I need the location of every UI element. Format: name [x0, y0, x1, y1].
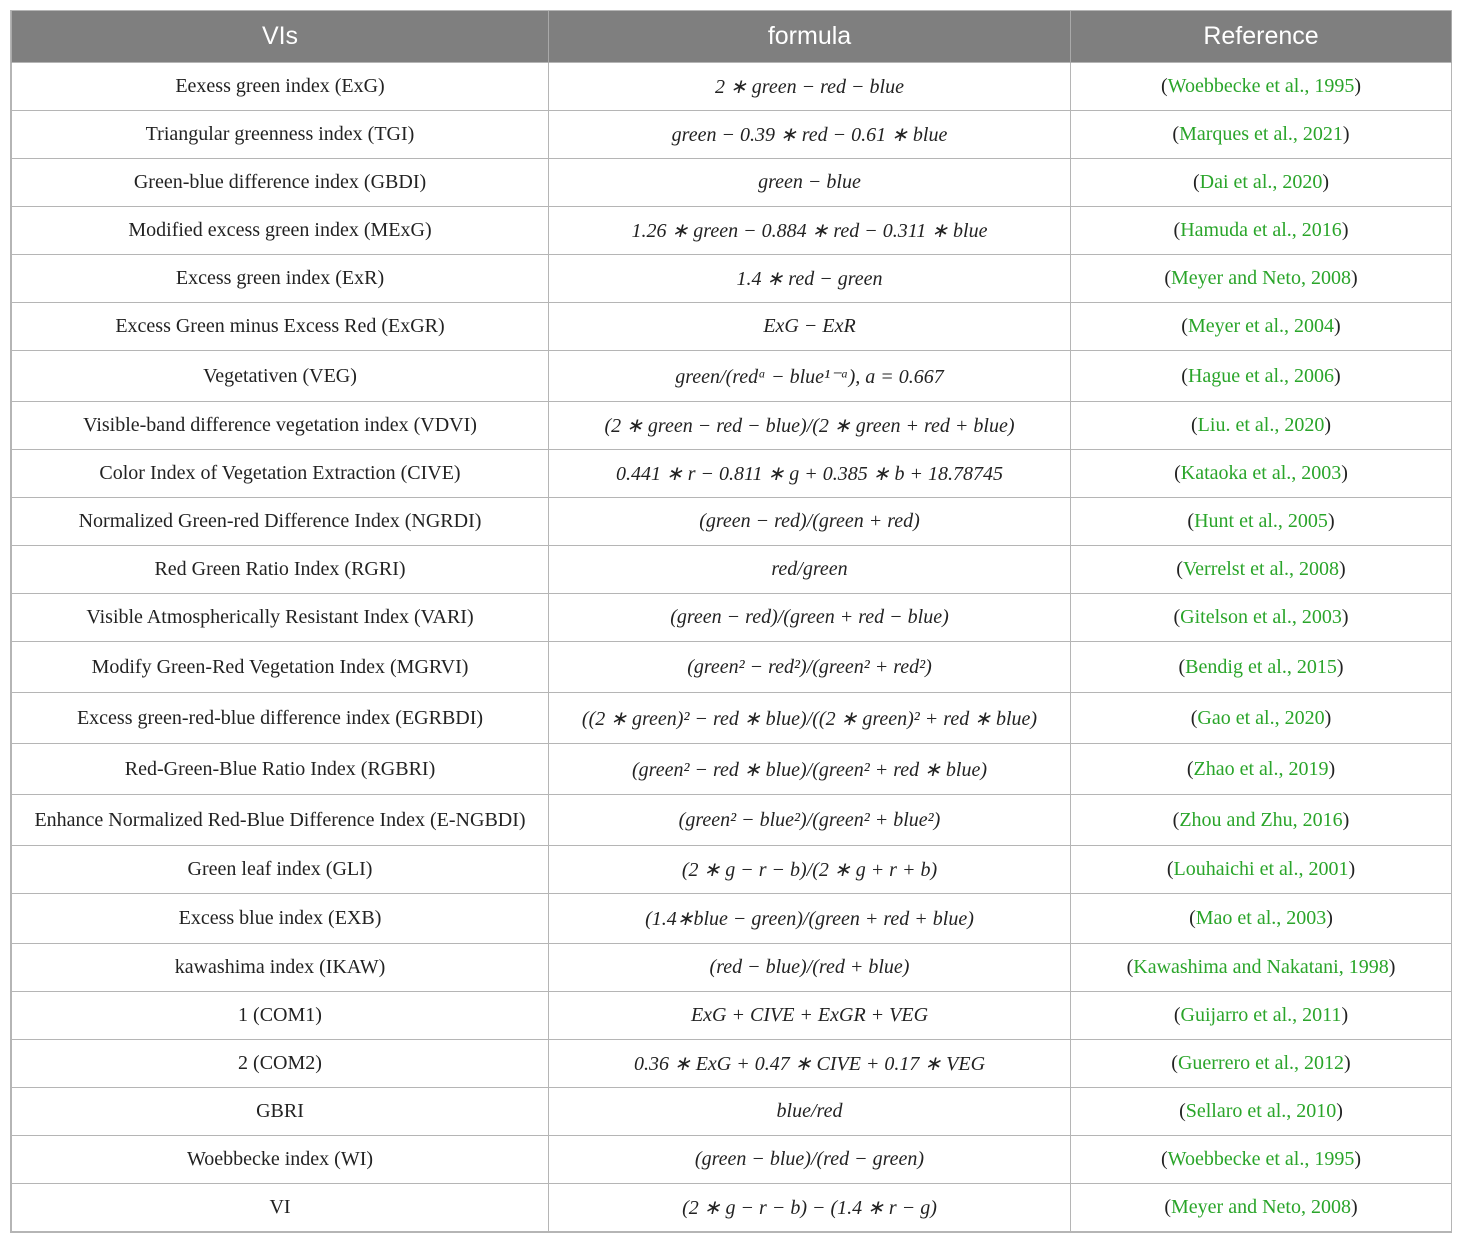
table-header-row	[12, 11, 1452, 63]
table-row	[12, 642, 1452, 693]
table-row	[12, 1040, 1452, 1088]
formula-cell: ((2 ∗ green)² − red ∗ blue)/((2 ∗ green)² + red ∗ blue)	[549, 693, 1071, 744]
header-formula: formula	[549, 11, 1071, 63]
vi-name-cell: VI	[12, 1184, 549, 1232]
table-row	[12, 992, 1452, 1040]
paren-open: (	[1181, 315, 1188, 337]
paren-open: (	[1173, 219, 1181, 241]
table-row	[12, 894, 1452, 944]
vegetation-index-table	[10, 10, 1452, 1233]
table-row	[12, 693, 1452, 744]
table-row	[12, 1088, 1452, 1136]
formula-cell: (2 ∗ g − r − b)/(2 ∗ g + r + b)	[549, 846, 1071, 894]
table-row	[12, 63, 1452, 111]
citation-link[interactable]: Hague et al., 2006	[1187, 364, 1335, 387]
reference-cell	[1071, 255, 1452, 303]
formula-cell: blue/red	[549, 1088, 1071, 1136]
paren-close: )	[1341, 462, 1348, 484]
citation-link[interactable]: Kataoka et al., 2003	[1180, 462, 1342, 484]
reference-cell	[1071, 944, 1452, 992]
reference-cell	[1071, 402, 1452, 450]
table-row	[12, 944, 1452, 992]
paren-close: )	[1350, 267, 1358, 289]
paren-open: (	[1178, 655, 1186, 678]
formula-cell: (2 ∗ g − r − b) − (1.4 ∗ r − g)	[549, 1184, 1071, 1232]
paren-close: )	[1339, 558, 1346, 580]
reference-cell	[1071, 546, 1452, 594]
paren-open: (	[1171, 1052, 1178, 1074]
citation-link[interactable]: Gitelson et al., 2003	[1180, 606, 1342, 628]
citation-link[interactable]: Guerrero et al., 2012	[1177, 1052, 1345, 1074]
paren-open: (	[1173, 1004, 1181, 1026]
reference-cell	[1071, 159, 1452, 207]
vi-name-cell: Eexess green index (ExG)	[12, 63, 549, 111]
formula-cell: 1.26 ∗ green − 0.884 ∗ red − 0.311 ∗ blue	[549, 207, 1071, 255]
paren-open: (	[1191, 414, 1198, 436]
vi-name-cell: Excess Green minus Excess Red (ExGR)	[12, 303, 549, 351]
reference-cell	[1071, 111, 1452, 159]
reference-cell	[1071, 498, 1452, 546]
citation-link[interactable]: Liu. et al., 2020	[1197, 414, 1325, 436]
reference-cell	[1071, 795, 1452, 846]
paren-open: (	[1166, 858, 1174, 880]
formula-cell: (2 ∗ green − red − blue)/(2 ∗ green + red + blue)	[549, 402, 1071, 450]
citation-link[interactable]: Woebbecke et al., 1995	[1167, 1148, 1355, 1170]
vi-name-cell: Excess green-red-blue difference index (EGRBDI)	[12, 693, 549, 744]
paren-open: (	[1172, 808, 1180, 831]
vi-name-cell: Green-blue difference index (GBDI)	[12, 159, 549, 207]
paren-open: (	[1190, 706, 1198, 729]
formula-cell: (green² − red ∗ blue)/(green² + red ∗ blue)	[549, 744, 1071, 795]
formula-cell: green/(redᵃ − blue¹⁻ᵃ), a = 0.667	[549, 351, 1071, 402]
citation-link[interactable]: Zhou and Zhu, 2016	[1179, 808, 1343, 831]
vi-name-cell: Visible Atmospherically Resistant Index (VARI)	[12, 594, 549, 642]
paren-close: )	[1354, 75, 1361, 97]
formula-cell: 2 ∗ green − red − blue	[549, 63, 1071, 111]
table-row	[12, 207, 1452, 255]
citation-link[interactable]: Dai et al., 2020	[1199, 171, 1323, 193]
paren-open: (	[1174, 462, 1181, 484]
vi-name-cell: Triangular greenness index (TGI)	[12, 111, 549, 159]
citation-link[interactable]: Louhaichi et al., 2001	[1173, 858, 1349, 880]
header-reference: Reference	[1071, 11, 1452, 63]
vi-name-cell: Modified excess green index (MExG)	[12, 207, 549, 255]
vi-name-cell: Enhance Normalized Red-Blue Difference Index (E-NGBDI)	[12, 795, 549, 846]
vi-name-cell: Excess blue index (EXB)	[12, 894, 549, 944]
paren-close: )	[1341, 219, 1349, 241]
paren-open: (	[1179, 1100, 1186, 1122]
table-row	[12, 111, 1452, 159]
reference-cell	[1071, 992, 1452, 1040]
paren-close: )	[1341, 606, 1349, 628]
vi-name-cell: Normalized Green-red Difference Index (NGRDI)	[12, 498, 549, 546]
paren-close: )	[1322, 171, 1330, 193]
formula-cell: ExG − ExR	[549, 303, 1071, 351]
vi-table	[11, 11, 1452, 1232]
paren-open: (	[1186, 757, 1194, 780]
table-row	[12, 498, 1452, 546]
header-vis: VIs	[12, 11, 549, 63]
formula-cell: 0.36 ∗ ExG + 0.47 ∗ CIVE + 0.17 ∗ VEG	[549, 1040, 1071, 1088]
paren-open: (	[1161, 1148, 1168, 1170]
vi-name-cell: 1 (COM1)	[12, 992, 549, 1040]
vi-name-cell: kawashima index (IKAW)	[12, 944, 549, 992]
reference-cell	[1071, 1040, 1452, 1088]
reference-cell	[1071, 642, 1452, 693]
paren-close: )	[1388, 956, 1396, 978]
paren-open: (	[1192, 171, 1200, 193]
table-row	[12, 546, 1452, 594]
table-row	[12, 846, 1452, 894]
paren-close: )	[1327, 510, 1335, 532]
formula-cell: red/green	[549, 546, 1071, 594]
formula-cell: 1.4 ∗ red − green	[549, 255, 1071, 303]
formula-cell: green − 0.39 ∗ red − 0.61 ∗ blue	[549, 111, 1071, 159]
reference-cell	[1071, 351, 1452, 402]
table-row	[12, 255, 1452, 303]
formula-cell: ExG + CIVE + ExGR + VEG	[549, 992, 1071, 1040]
paren-close: )	[1324, 706, 1332, 729]
reference-cell	[1071, 594, 1452, 642]
paren-open: (	[1173, 606, 1181, 628]
paren-open: (	[1172, 123, 1180, 145]
citation-link[interactable]: Meyer and Neto, 2008	[1171, 1196, 1351, 1218]
paren-close: )	[1341, 1004, 1349, 1026]
paren-close: )	[1334, 364, 1341, 387]
table-row	[12, 303, 1452, 351]
paren-open: (	[1181, 364, 1188, 387]
paren-open: (	[1176, 558, 1183, 580]
table-row	[12, 594, 1452, 642]
reference-cell	[1071, 1136, 1452, 1184]
vi-name-cell: Red Green Ratio Index (RGRI)	[12, 546, 549, 594]
formula-cell: (green² − blue²)/(green² + blue²)	[549, 795, 1071, 846]
reference-cell	[1071, 63, 1452, 111]
citation-link[interactable]: Sellaro et al., 2010	[1185, 1100, 1337, 1122]
citation-link[interactable]: Meyer and Neto, 2008	[1171, 267, 1351, 289]
citation-link[interactable]: Mao et al., 2003	[1195, 907, 1327, 929]
table-body	[12, 63, 1452, 1232]
paren-close: )	[1336, 655, 1344, 678]
paren-open: (	[1161, 75, 1168, 97]
vi-name-cell: Vegetativen (VEG)	[12, 351, 549, 402]
table-row	[12, 159, 1452, 207]
vi-name-cell: Red-Green-Blue Ratio Index (RGBRI)	[12, 744, 549, 795]
formula-cell: (green − blue)/(red − green)	[549, 1136, 1071, 1184]
paren-open: (	[1164, 267, 1172, 289]
paren-close: )	[1324, 414, 1331, 436]
table-row	[12, 402, 1452, 450]
citation-link[interactable]: Verrelst et al., 2008	[1182, 558, 1340, 580]
vi-name-cell: Excess green index (ExR)	[12, 255, 549, 303]
paren-close: )	[1342, 808, 1350, 831]
vi-name-cell: Color Index of Vegetation Extraction (CIVE)	[12, 450, 549, 498]
citation-link[interactable]: Marques et al., 2021	[1179, 123, 1343, 145]
vi-name-cell: Green leaf index (GLI)	[12, 846, 549, 894]
reference-cell	[1071, 744, 1452, 795]
reference-cell	[1071, 303, 1452, 351]
table-row	[12, 1184, 1452, 1232]
paren-close: )	[1344, 1052, 1351, 1074]
paren-close: )	[1328, 757, 1336, 780]
formula-cell: (green − red)/(green + red − blue)	[549, 594, 1071, 642]
table-row	[12, 351, 1452, 402]
reference-cell	[1071, 1088, 1452, 1136]
vi-name-cell: GBRI	[12, 1088, 549, 1136]
table-row	[12, 450, 1452, 498]
formula-cell: (1.4∗blue − green)/(green + red + blue)	[549, 894, 1071, 944]
reference-cell	[1071, 1184, 1452, 1232]
citation-link[interactable]: Hunt et al., 2005	[1194, 510, 1328, 532]
paren-close: )	[1350, 1196, 1358, 1218]
reference-cell	[1071, 846, 1452, 894]
reference-cell	[1071, 693, 1452, 744]
reference-cell	[1071, 450, 1452, 498]
formula-cell: (green² − red²)/(green² + red²)	[549, 642, 1071, 693]
paren-open: (	[1189, 907, 1196, 929]
formula-cell: (red − blue)/(red + blue)	[549, 944, 1071, 992]
paren-close: )	[1348, 858, 1356, 880]
citation-link[interactable]: Woebbecke et al., 1995	[1167, 75, 1355, 97]
citation-link[interactable]: Gao et al., 2020	[1197, 706, 1325, 729]
paren-open: (	[1164, 1196, 1172, 1218]
citation-link[interactable]: Zhao et al., 2019	[1193, 757, 1329, 780]
paren-close: )	[1336, 1100, 1343, 1122]
vi-name-cell: Woebbecke index (WI)	[12, 1136, 549, 1184]
reference-cell	[1071, 207, 1452, 255]
paren-close: )	[1354, 1148, 1361, 1170]
citation-link[interactable]: Bendig et al., 2015	[1185, 655, 1337, 678]
table-row	[12, 795, 1452, 846]
vi-name-cell: Modify Green-Red Vegetation Index (MGRVI)	[12, 642, 549, 693]
vi-name-cell: Visible-band difference vegetation index (VDVI)	[12, 402, 549, 450]
reference-cell	[1071, 894, 1452, 944]
formula-cell: 0.441 ∗ r − 0.811 ∗ g + 0.385 ∗ b + 18.78745	[549, 450, 1071, 498]
paren-open: (	[1126, 956, 1134, 978]
paren-close: )	[1326, 907, 1333, 929]
paren-close: )	[1342, 123, 1350, 145]
table-row	[12, 1136, 1452, 1184]
citation-link[interactable]: Meyer et al., 2004	[1187, 315, 1335, 337]
table-row	[12, 744, 1452, 795]
vi-name-cell: 2 (COM2)	[12, 1040, 549, 1088]
citation-link[interactable]: Kawashima and Nakatani, 1998	[1133, 956, 1389, 978]
citation-link[interactable]: Hamuda et al., 2016	[1180, 219, 1342, 241]
citation-link[interactable]: Guijarro et al., 2011	[1180, 1004, 1342, 1026]
formula-cell: green − blue	[549, 159, 1071, 207]
paren-open: (	[1187, 510, 1195, 532]
formula-cell: (green − red)/(green + red)	[549, 498, 1071, 546]
paren-close: )	[1334, 315, 1341, 337]
